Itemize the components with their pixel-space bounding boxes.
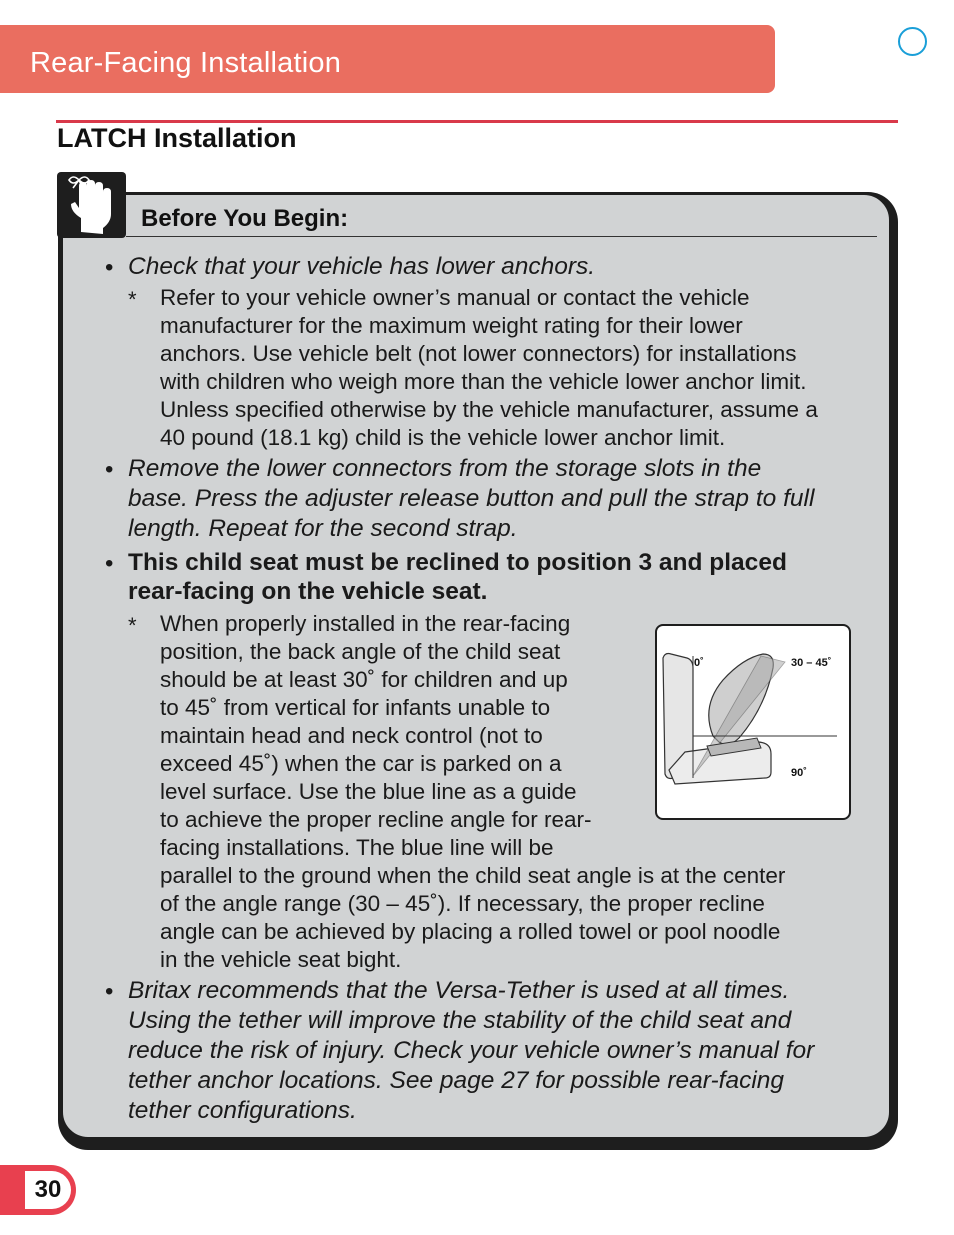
panel-heading: Before You Begin: [141, 205, 349, 232]
page-number: 30 [25, 1171, 71, 1209]
note-line: manufacturer for the maximum weight rating for their lower [160, 313, 743, 338]
bullet-4-text [128, 976, 888, 1126]
bullet-line: Britax recommends that the Versa-Tether is used at all times. [128, 977, 790, 1004]
note-line: When properly installed in the rear-facing [160, 611, 571, 636]
note-line: facing installations. The blue line will be [160, 835, 554, 860]
bullet-1-note [160, 284, 818, 452]
bullet-line: rear-facing on the vehicle seat. [128, 578, 488, 605]
note-line: Refer to your vehicle owner’s manual or contact the vehicle [160, 285, 750, 310]
bullet-line: tether anchor locations. See page 27 for possible rear-facing [128, 1067, 785, 1094]
diagram-label-horizontal: 90˚ [791, 767, 807, 779]
bullet-marker: • [105, 550, 114, 577]
note-line: anchors. Use vehicle belt (not lower connectors) for installations [160, 341, 797, 366]
bullet-2-text [128, 454, 878, 544]
section-title: LATCH Installation [57, 123, 297, 153]
hand-with-string-icon [57, 172, 126, 238]
bullet-line: base. Press the adjuster release button and pull the strap to full [128, 485, 815, 512]
bullet-marker: • [105, 978, 114, 1005]
bullet-line: This child seat must be reclined to position 3 and placed [128, 549, 787, 576]
note-line: angle can be achieved by placing a rolled towel or pool noodle [160, 919, 781, 944]
circle-outline-icon [898, 27, 927, 56]
note-line: 40 pound (18.1 kg) child is the vehicle lower anchor limit. [160, 425, 726, 450]
note-marker: * [128, 613, 137, 638]
bullet-marker: • [105, 254, 114, 281]
note-line: in the vehicle seat bight. [160, 947, 402, 972]
note-line: to 45˚ from vertical for infants unable to [160, 695, 551, 720]
note-line: of the angle range (30 – 45˚). If necessary, the proper recline [160, 891, 765, 916]
header-title: Rear-Facing Installation [30, 47, 342, 79]
note-line: should be at least 30˚ for children and up [160, 667, 568, 692]
diagram-label-vertical: 0˚ [694, 657, 704, 669]
bullet-line: length. Repeat for the second strap. [128, 515, 518, 542]
bullet-line: Remove the lower connectors from the storage slots in the [128, 455, 762, 482]
bullet-line: Using the tether will improve the stability of the child seat and [128, 1007, 792, 1034]
note-line: position, the back angle of the child seat [160, 639, 561, 664]
note-line: exceed 45˚) when the car is parked on a [160, 751, 562, 776]
note-marker: * [128, 287, 137, 312]
bullet-line: tether configurations. [128, 1097, 357, 1124]
note-line: to achieve the proper recline angle for rear- [160, 807, 592, 832]
header-bar [0, 25, 775, 93]
bullet-line: reduce the risk of injury. Check your vehicle owner’s manual for [128, 1037, 815, 1064]
bullet-3-text [128, 548, 878, 606]
note-line: level surface. Use the blue line as a guide [160, 779, 577, 804]
note-line: with children who weigh more than the vehicle lower anchor limit. [160, 369, 807, 394]
diagram-label-range: 30 – 45˚ [791, 657, 832, 669]
bullet-marker: • [105, 456, 114, 483]
note-line: parallel to the ground when the child seat angle is at the center [160, 863, 786, 888]
bullet-1-text: Check that your vehicle has lower anchors. [128, 253, 596, 280]
recline-angle-diagram [655, 624, 851, 820]
note-line: maintain head and neck control (not to [160, 723, 543, 748]
note-line: Unless specified otherwise by the vehicle manufacturer, assume a [160, 397, 818, 422]
heading-underline [126, 236, 877, 237]
